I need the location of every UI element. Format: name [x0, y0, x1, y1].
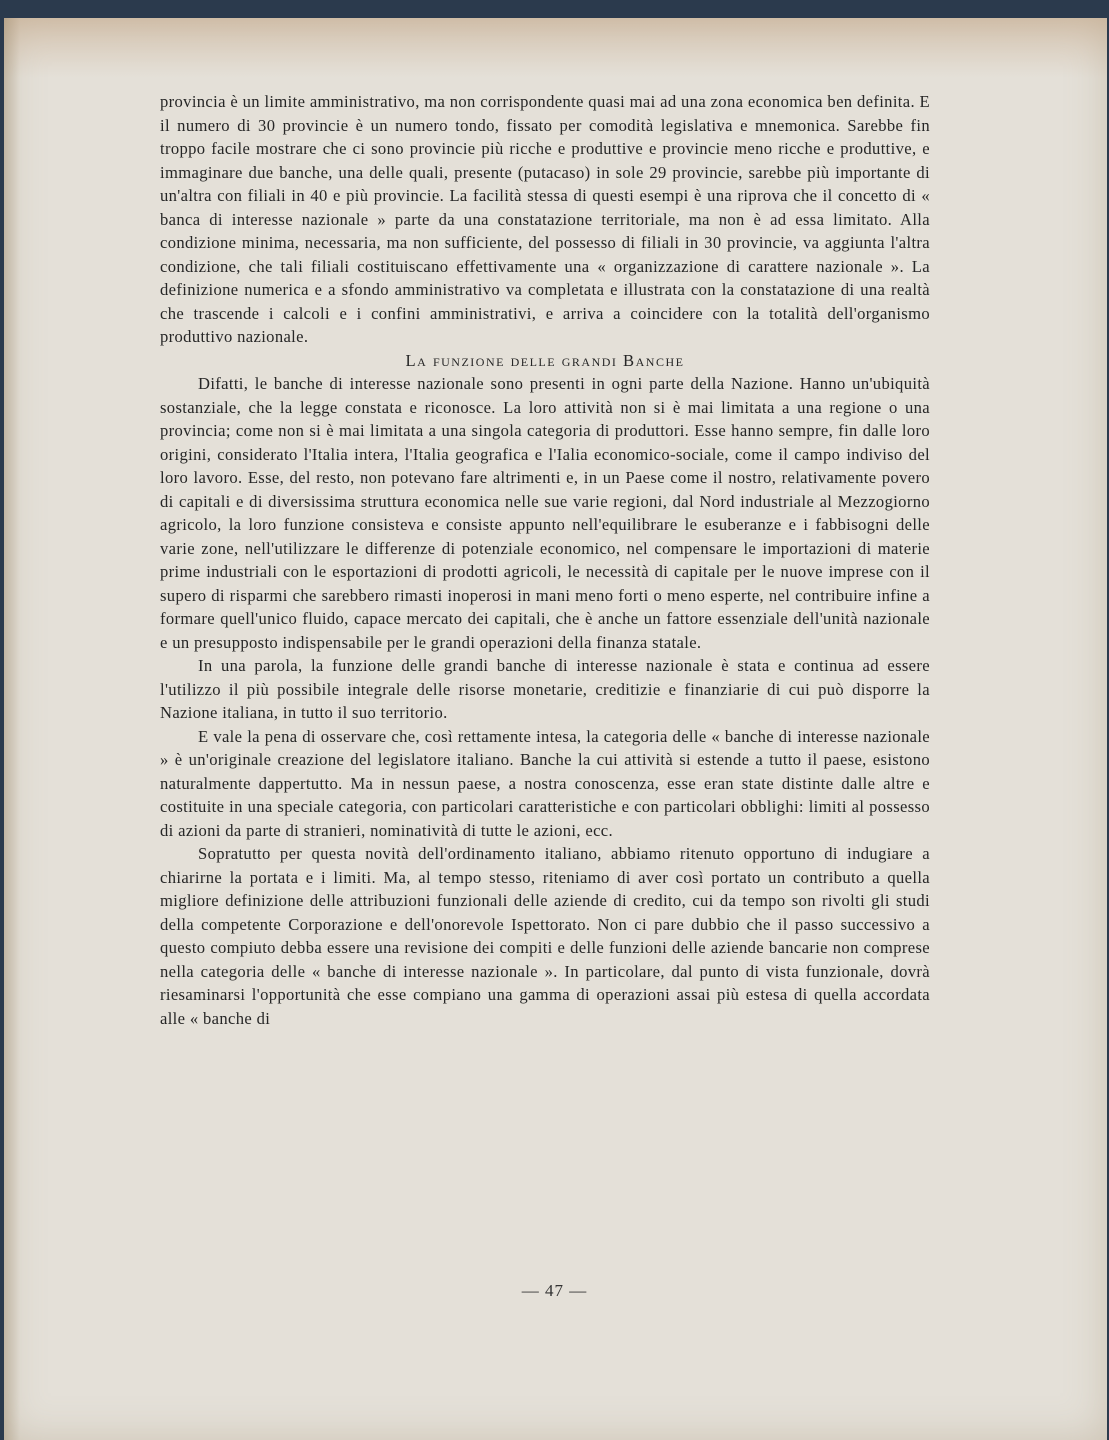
page-number: — 47 —: [521, 1281, 588, 1300]
paragraph-in-una-parola: In una parola, la funzione delle grandi banche di interesse nazionale è stata e continua ad essere l'utilizzo il più possibile integrale delle risorse monetarie, creditizie e finanziarie di cui può disporre la Nazione italiana, in tutto il suo territorio.: [160, 656, 930, 722]
section-heading: La funzione delle grandi Banche: [405, 350, 685, 370]
paragraph-sopratutto: Sopratutto per questa novità dell'ordinamento italiano, abbiamo ritenuto opportuno di indugiare a chiarirne la portata e i limiti. Ma, al tempo stesso, riteniamo di aver così portato un contributo a quella migliore definizione delle attribuzioni funzionali delle aziende di credito, cui da tempo son rivolti gli studi della competente Corporazione e dell'onorevole Ispettorato. Non ci pare dubbio che il passo successivo a questo compiuto debba essere una revisione dei compiti e delle funzioni delle aziende bancarie non comprese nella categoria delle « banche di interesse nazionale ». In particolare, dal punto di vista funzionale, dovrà riesaminarsi l'opportunità che esse compiano una gamma di operazioni assai più estesa di quella accordata alle « banche di: [160, 844, 930, 1028]
paragraph-difatti: Difatti, le banche di interesse nazionale sono presenti in ogni parte della Nazione. Hanno un'ubiquità sostanziale, che la legge constata e riconosce. La loro attività non si è mai limitata a una regione o una provincia; come non si è mai limitata a una singola categoria di produttori. Esse hanno sempre, fin dalle loro origini, considerato l'Italia intera, l'Italia geografica e l'Ialia economico-sociale, come il campo indiviso del loro lavoro. Esse, del resto, non potevano fare altrimenti e, in un Paese come il nostro, relativamente povero di capitali e di diversissima struttura economica nelle sue varie regioni, dal Nord industriale al Mezzogiorno agricolo, la loro funzione consisteva e consiste appunto nell'equilibrare le esuberanze e i fabbisogni delle varie zone, nell'utilizzare le differenze di potenziale economico, nel compensare le importazioni di materie prime industriali con le esportazioni di prodotti agricoli, le necessità di capitale per le nuove imprese con il supero di risparmi che sarebbero rimasti inoperosi in mani meno forti o meno esperte, nel contribuire infine a formare quell'unico fluido, capace mercato dei capitali, che è anche un fattore essenziale dell'unità nazionale e un presupposto indispensabile per le grandi operazioni della finanza statale.: [160, 374, 930, 652]
paragraph-e-vale-la-pena: E vale la pena di osservare che, così rettamente intesa, la categoria delle « banche di interesse nazionale » è un'originale creazione del legislatore italiano. Banche la cui attività si estende a tutto il paese, esistono naturalmente dappertutto. Ma in nessun paese, a nostra conoscenza, esse eran state distinte dalle altre e costituite in una speciale categoria, con particolari caratteristiche e con particolari obblighi: limiti al possesso di azioni da parte di stranieri, nominatività di tutte le azioni, ecc.: [160, 726, 930, 840]
body-text: [160, 90, 930, 1030]
paragraph-opening: provincia è un limite amministrativo, ma non corrispondente quasi mai ad una zona economica ben definita. E il numero di 30 provincie è un numero tondo, fissato per comodità legislativa e mnemonica. Sarebbe fin troppo facile mostrare che ci sono provincie più ricche e produttive e provincie meno ricche e produttive, e immaginare due banche, una delle quali, presente (putacaso) in sole 29 provincie, sarebbe più importante di un'altra con filiali in 40 e più provincie. La facilità stessa di questi esempi è una riprova che il concetto di « banca di interesse nazionale » parte da una constatazione territoriale, ma non è ad essa limitato. Alla condizione minima, necessaria, ma non sufficiente, del possesso di filiali in 30 provincie, va aggiunta l'altra condizione, che tali filiali costituiscano effettivamente una « organizzazione di carattere nazionale ». La definizione numerica e a sfondo amministrativo va completata e illustrata con la constatazione di una realtà che trascende i calcoli e i confini amministrativi, e arriva a coincidere con la totalità dell'organismo produttivo nazionale.: [160, 92, 930, 346]
